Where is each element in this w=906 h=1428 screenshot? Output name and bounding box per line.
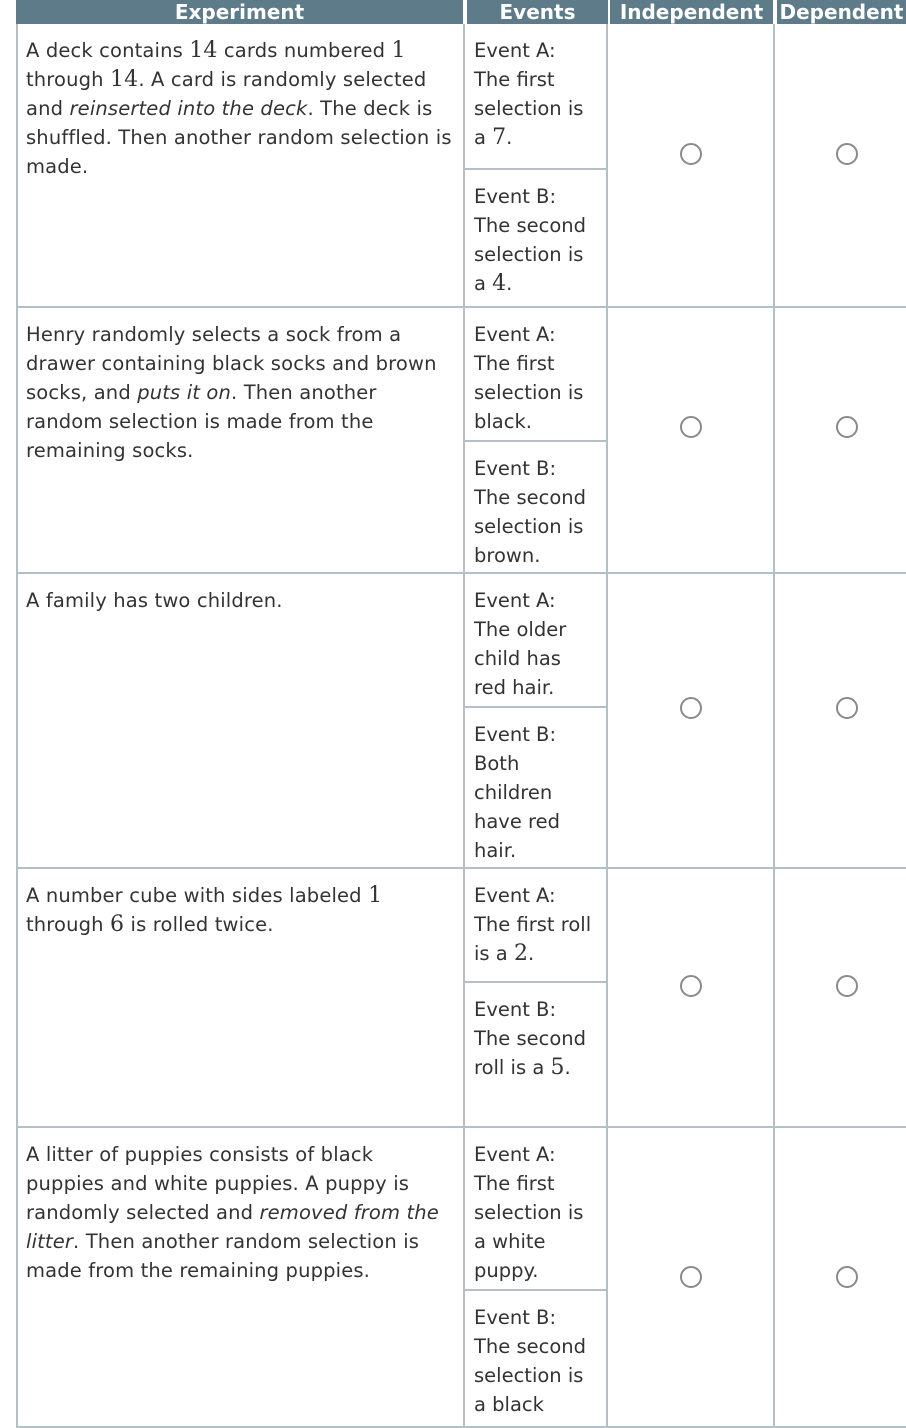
events-cell xyxy=(465,574,608,869)
header-independent: Independent xyxy=(610,0,773,24)
text-segment: A litter of puppies consists of black puppies and white puppies. A puppy is randomly selected and xyxy=(26,1143,410,1224)
number-text: 1 xyxy=(368,883,383,908)
text-segment: . The deck is shuffled. Then another random selection is made. xyxy=(26,97,452,178)
emphasis-text: removed from the litter xyxy=(26,1201,439,1253)
event-b xyxy=(465,170,606,298)
event-b xyxy=(465,1291,606,1419)
events-cell xyxy=(465,308,608,574)
independent-cell xyxy=(608,869,775,1128)
header-events: Events xyxy=(467,0,608,24)
text-segment: Henry randomly selects a sock from a drawer containing black socks and brown socks, and xyxy=(26,323,437,404)
independent-cell xyxy=(608,308,775,574)
independent-cell xyxy=(608,574,775,869)
number-text: 2 xyxy=(513,941,528,966)
text-segment: Event B: The second selection is a xyxy=(474,185,587,295)
experiment-cell xyxy=(16,1128,465,1428)
independent-radio[interactable] xyxy=(680,416,702,438)
event-a xyxy=(465,574,606,708)
column-divider xyxy=(773,38,775,302)
header-dependent: Dependent xyxy=(777,0,906,24)
emphasis-text: puts it on xyxy=(137,381,231,404)
text-segment: A deck contains xyxy=(26,39,190,62)
table-row xyxy=(0,1128,906,1428)
text-segment: A family has two children. xyxy=(26,589,283,612)
number-text: 4 xyxy=(492,271,507,296)
event-b xyxy=(465,708,606,865)
emphasis-text: reinserted into the deck xyxy=(69,97,308,120)
experiment-cell xyxy=(16,574,465,869)
text-segment: is rolled twice. xyxy=(124,913,274,936)
number-text: 6 xyxy=(110,912,125,937)
text-segment: . Then another random selection is made from the remaining socks. xyxy=(26,381,377,462)
dependent-radio[interactable] xyxy=(836,143,858,165)
text-segment: through xyxy=(26,913,111,936)
text-segment: Event B: The second selection is a black xyxy=(474,1306,587,1416)
independent-radio[interactable] xyxy=(680,143,702,165)
dependent-cell xyxy=(775,574,906,869)
text-segment: A number cube with sides labeled xyxy=(26,884,369,907)
independent-radio[interactable] xyxy=(680,1266,702,1288)
text-segment: Event A: The older child has red hair. xyxy=(474,589,567,699)
text-segment: through xyxy=(26,68,111,91)
events-cell xyxy=(465,24,608,308)
event-a xyxy=(465,1128,606,1291)
header-experiment: Experiment xyxy=(16,0,463,24)
text-segment: . xyxy=(564,1056,571,1079)
column-divider xyxy=(773,1160,775,1421)
dependent-cell xyxy=(775,24,906,308)
events-cell xyxy=(465,1128,608,1428)
independent-radio[interactable] xyxy=(680,975,702,997)
table-row xyxy=(0,869,906,1128)
text-segment: . A card is randomly selected and xyxy=(26,68,427,120)
independent-cell xyxy=(608,24,775,308)
table-row xyxy=(0,24,906,308)
number-text: 14 xyxy=(189,38,218,63)
dependent-radio[interactable] xyxy=(836,1266,858,1288)
table-row xyxy=(0,574,906,869)
text-segment: Event A: The first roll is a xyxy=(474,884,592,965)
text-segment: Event A: The first selection is black. xyxy=(474,323,584,433)
experiment-cell xyxy=(16,24,465,308)
text-segment: . xyxy=(506,126,513,149)
text-segment: cards numbered xyxy=(217,39,392,62)
text-segment: Event B: Both children have red hair. xyxy=(474,723,561,862)
column-divider xyxy=(773,888,775,1126)
number-text: 14 xyxy=(110,67,139,92)
table-row xyxy=(0,308,906,574)
event-a xyxy=(465,308,606,442)
experiment-cell xyxy=(16,869,465,1128)
event-a xyxy=(465,24,606,170)
event-b xyxy=(465,442,606,570)
text-segment: Event A: The first selection is a white puppy. xyxy=(474,1143,584,1282)
independent-radio[interactable] xyxy=(680,697,702,719)
text-segment: Event B: The second roll is a xyxy=(474,998,587,1079)
experiment-cell xyxy=(16,308,465,574)
number-text: 7 xyxy=(492,125,507,150)
dependent-radio[interactable] xyxy=(836,416,858,438)
number-text: 1 xyxy=(391,38,406,63)
dependent-radio[interactable] xyxy=(836,975,858,997)
event-b xyxy=(465,983,606,1082)
text-segment: Event A: The first selection is a xyxy=(474,39,584,149)
dependent-cell xyxy=(775,869,906,1128)
events-cell xyxy=(465,869,608,1128)
event-a xyxy=(465,869,606,983)
dependent-radio[interactable] xyxy=(836,697,858,719)
dependent-cell xyxy=(775,308,906,574)
text-segment: . Then another random selection is made from the remaining puppies. xyxy=(26,1230,420,1282)
column-divider xyxy=(773,592,775,846)
text-segment: . xyxy=(506,272,513,295)
column-divider xyxy=(773,322,775,568)
number-text: 5 xyxy=(550,1055,565,1080)
text-segment: Event B: The second selection is brown. xyxy=(474,457,587,567)
text-segment: . xyxy=(527,942,535,965)
